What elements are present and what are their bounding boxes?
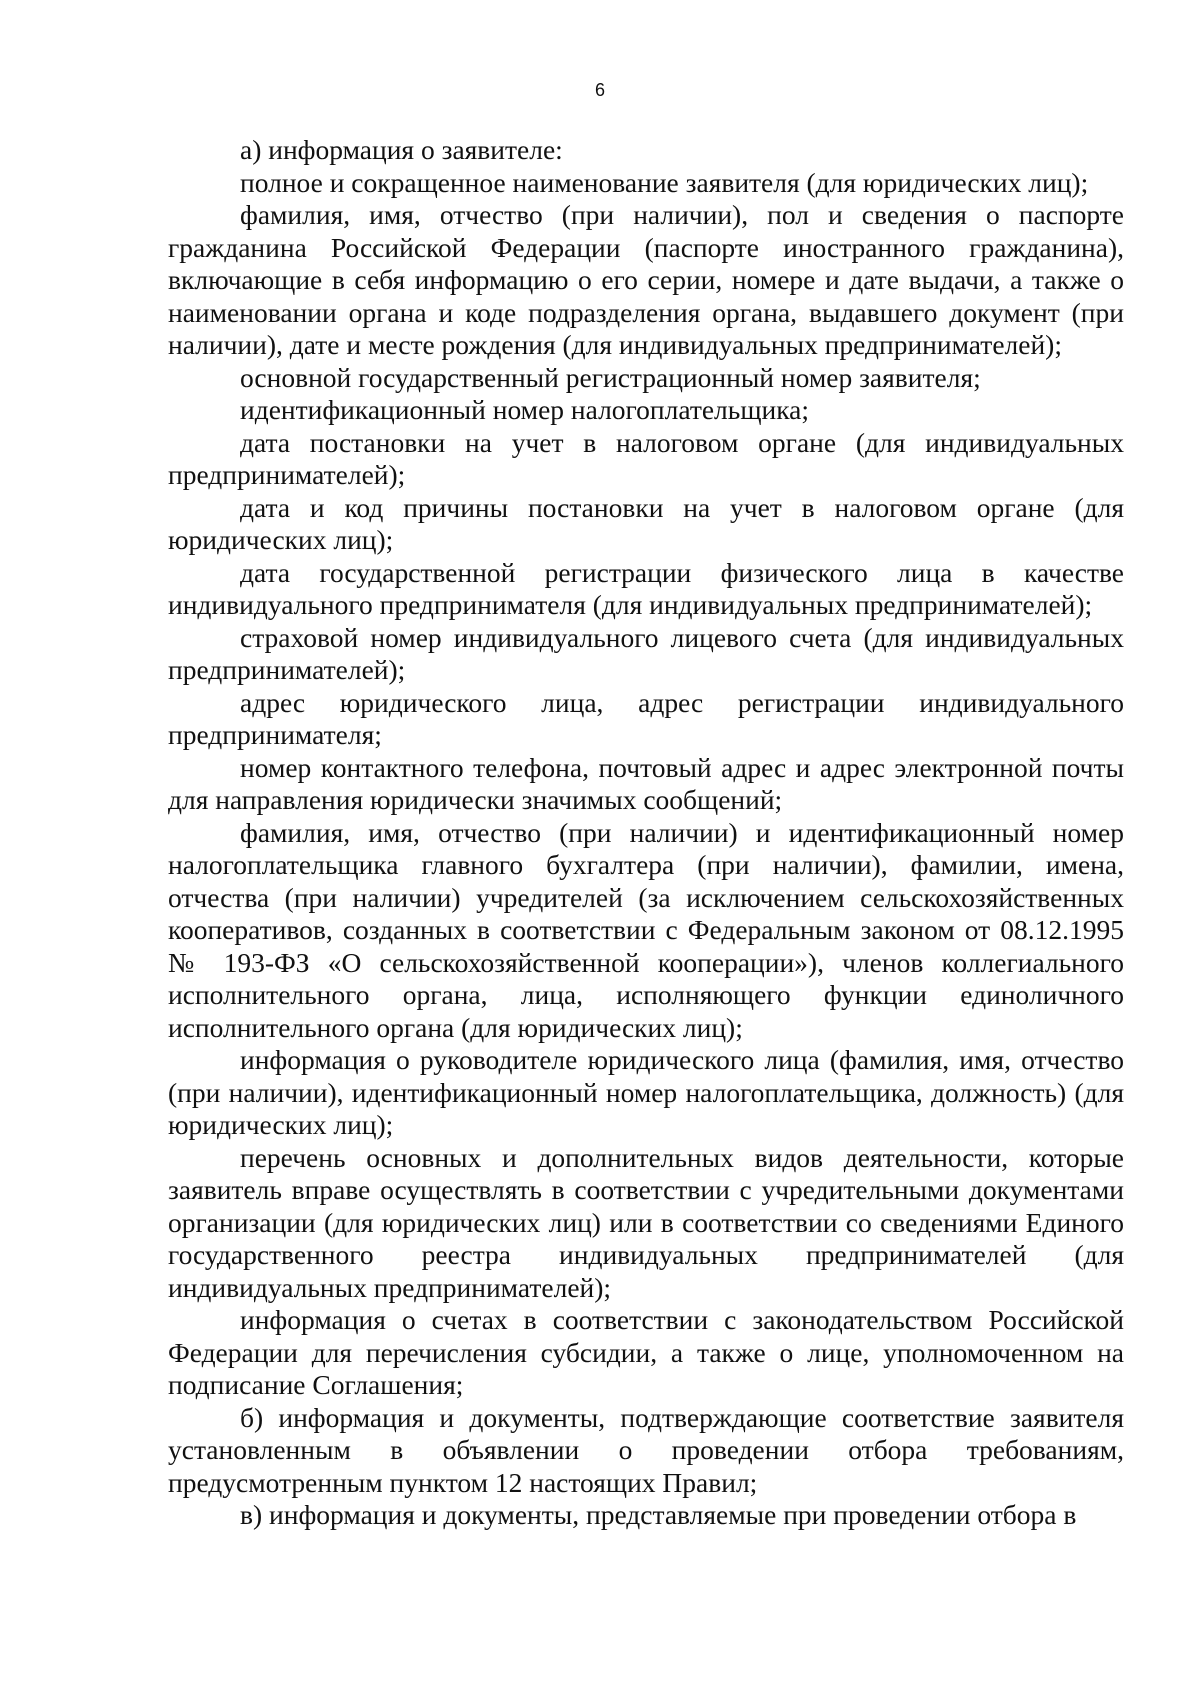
- paragraph-state-registration-date: дата государственной регистрации физического лица в качестве индивидуального предпринимателя (для индивидуальных предпринимателей);: [168, 556, 1124, 620]
- paragraph-kpp: дата и код причины постановки на учет в налоговом органе (для юридических лиц);: [168, 491, 1124, 555]
- paragraph-snils: страховой номер индивидуального лицевого счета (для индивидуальных предпринимателей);: [168, 621, 1124, 685]
- paragraph-activities: перечень основных и дополнительных видов деятельности, которые заявитель вправе осуществлять в соответствии с учредительными документами организации (для юридических лиц) или в соответствии со сведениями Единого государственного реестра индивидуальных предпринимателей (для индивидуальных предпринимателей);: [168, 1141, 1124, 1303]
- paragraph-inn: идентификационный номер налогоплательщика;: [240, 394, 810, 425]
- paragraph-a-applicant-info: а) информация о заявителе:: [240, 134, 563, 165]
- paragraph-ogrn: основной государственный регистрационный номер заявителя;: [240, 361, 981, 393]
- paragraph-accounts: информация о счетах в соответствии с законодательством Российской Федерации для перечисления субсидии, а также о лице, уполномоченном на подписание Соглашения;: [168, 1304, 1124, 1400]
- paragraph-c-documents: в) информация и документы, представляемые при проведении отбора в: [240, 1499, 1077, 1530]
- paragraph-full-short-name: полное и сокращенное наименование заявителя (для юридических лиц);: [240, 166, 1089, 198]
- document-body: [168, 134, 1124, 1532]
- paragraph-contacts: номер контактного телефона, почтовый адрес и адрес электронной почты для направления юридически значимых сообщений;: [168, 751, 1124, 815]
- paragraph-passport-info: фамилия, имя, отчество (при наличии), пол и сведения о паспорте гражданина Российской Федерации (паспорте иностранного гражданина), включающие в себя информацию о его серии, номере и дате выдачи, а также о наименовании органа и коде подразделения органа, выдавшего документ (при наличии), дате и месте рождения (для индивидуальных предпринимателей);: [168, 199, 1124, 360]
- paragraph-b-compliance: б) информация и документы, подтверждающие соответствие заявителя установленным в объявлении о проведении отбора требованиям, предусмотренным пунктом 12 настоящих Правил;: [168, 1401, 1124, 1498]
- paragraph-accountant-founders: фамилия, имя, отчество (при наличии) и идентификационный номер налогоплательщика главного бухгалтера (при наличии), фамилии, имена, отчества (при наличии) учредителей (за исключением сельскохозяйственных кооперативов, созданных в соответствии с Федеральным законом от 08.12.1995 № 193-ФЗ «О сельскохозяйственной кооперации»), членов коллегиального исполнительного органа, лица, исполняющего функции единоличного исполнительного органа (для юридических лиц);: [168, 816, 1124, 1043]
- paragraph-head-of-entity: информация о руководителе юридического лица (фамилия, имя, отчество (при наличии), идентификационный номер налогоплательщика, должность) (для юридических лиц);: [168, 1044, 1124, 1140]
- page-number: 6: [594, 80, 605, 100]
- paragraph-tax-registration-date: дата постановки на учет в налоговом органе (для индивидуальных предпринимателей);: [168, 426, 1124, 490]
- paragraph-address: адрес юридического лица, адрес регистрации индивидуального предпринимателя;: [168, 686, 1124, 750]
